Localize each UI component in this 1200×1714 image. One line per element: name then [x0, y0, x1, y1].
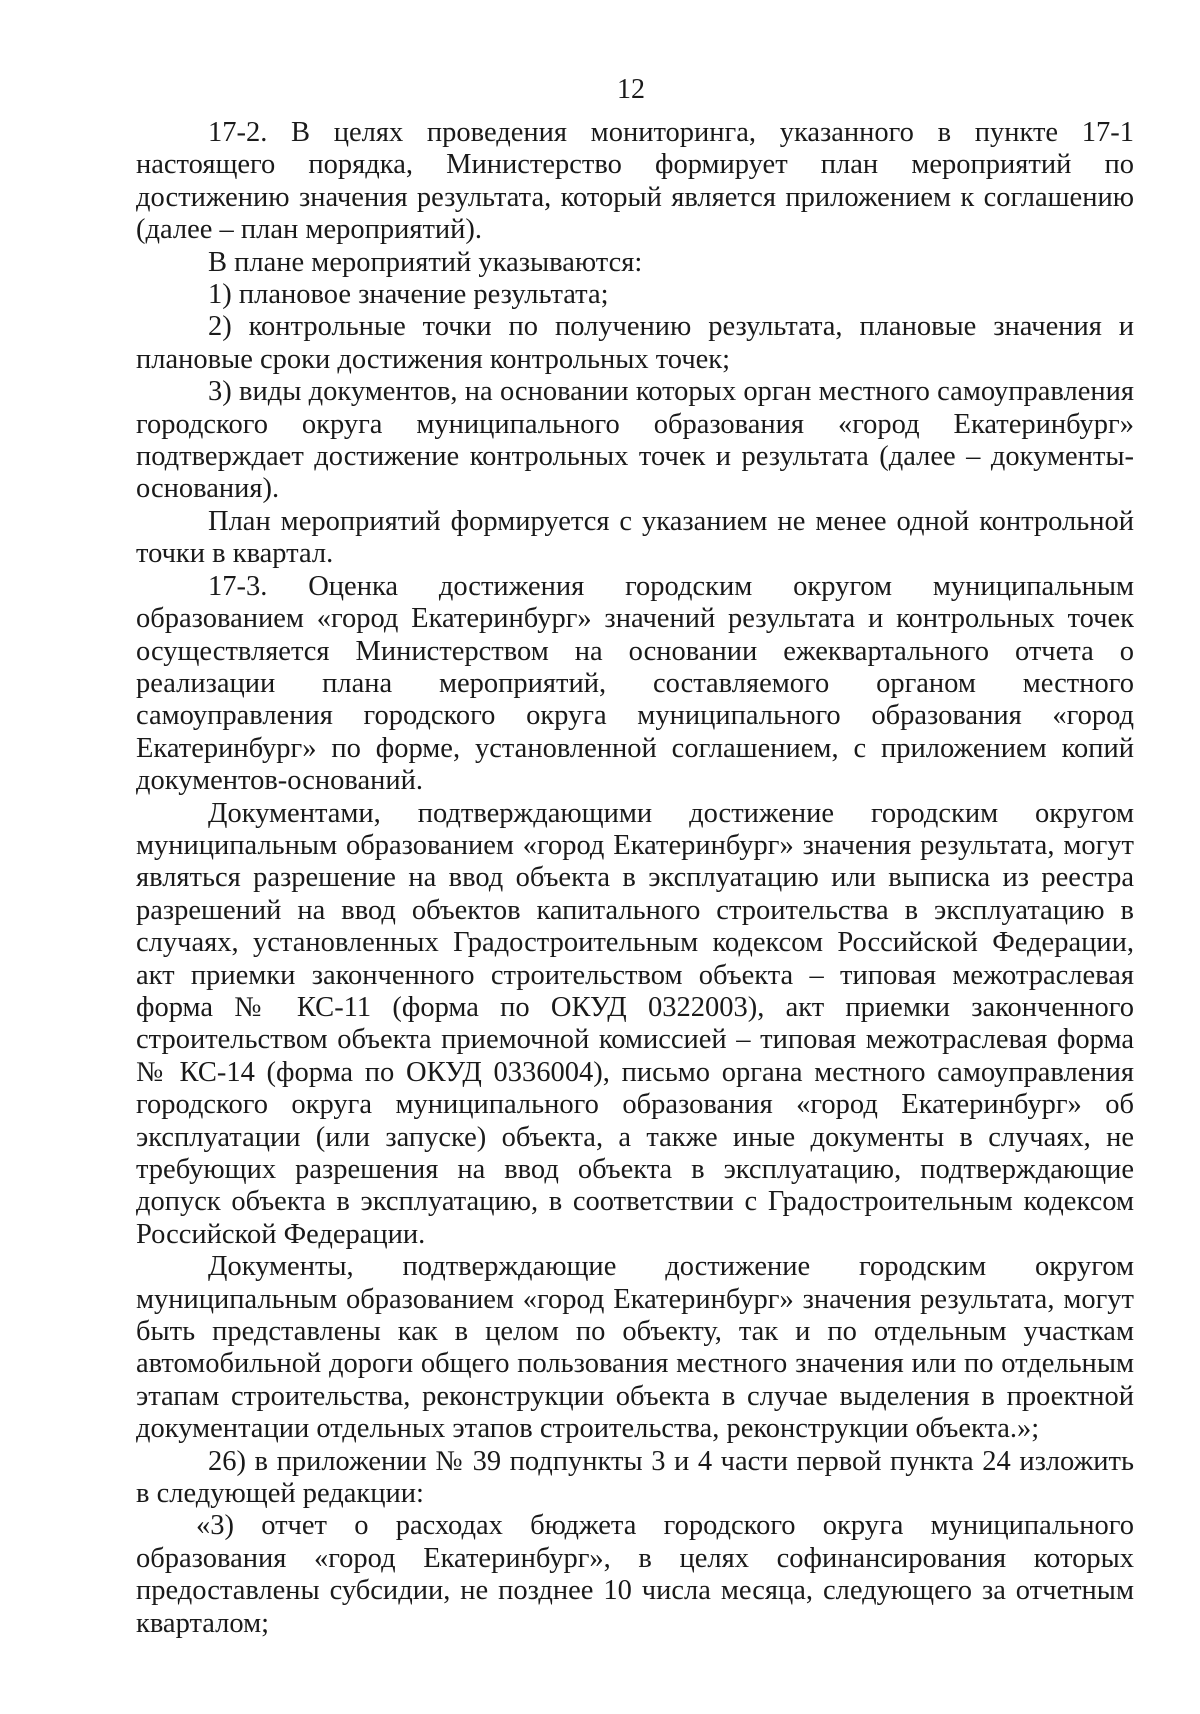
paragraph-17-3: 17-3. Оценка достижения городским округом муниципальным образованием «город Екатеринбург» значений результата и контрольных точек осуществляется Министерством на основании ежеквартального отчета о реализации плана мероприятий, составляемого органом местного самоуправления городского округа муниципального образования «город Екатеринбург» по форме, установленной соглашением, с приложением копий документов-оснований.	[136, 570, 1134, 797]
document-body	[136, 117, 1134, 1640]
page-number: 12	[617, 74, 645, 105]
paragraph-17-2: 17-2. В целях проведения мониторинга, указанного в пункте 17-1 настоящего порядка, Министерство формирует план мероприятий по достижению значения результата, который является приложением к соглашению (далее – план мероприятий).	[136, 117, 1134, 246]
list-item-2: 2) контрольные точки по получению результата, плановые значения и плановые сроки достижения контрольных точек;	[136, 311, 1134, 375]
paragraph-plan-formation: План мероприятий формируется с указанием не менее одной контрольной точки в квартал.	[136, 505, 1134, 570]
list-item-3: 3) виды документов, на основании которых орган местного самоуправления городского округа муниципального образования «город Екатеринбург» подтверждает достижение контрольных точек и результата (далее – документы-основания).	[136, 376, 1134, 505]
paragraph-plan-contents: В плане мероприятий указываются:	[208, 246, 643, 278]
paragraph-documents-submission: Документы, подтверждающие достижение городским округом муниципальным образованием «город Екатеринбург» значения результата, могут быть представлены как в целом по объекту, так и по отдельным участкам автомобильной дороги общего пользования местного значения или по отдельным этапам строительства, реконструкции объекта в случае выделения в проектной документации отдельных этапов строительства, реконструкции объекта.»;	[136, 1251, 1134, 1445]
amendment-subitem-3: «3) отчет о расходах бюджета городского округа муниципального образования «город Екатеринбург», в целях софинансирования которых предоставлены субсидии, не позднее 10 числа месяца, следующего за отчетным кварталом;	[136, 1510, 1134, 1639]
list-item-1: 1) плановое значение результата;	[208, 279, 609, 311]
paragraph-confirming-documents: Документами, подтверждающими достижение городским округом муниципальным образованием «город Екатеринбург» значения результата, могут являться разрешение на ввод объекта в эксплуатацию или выписка из реестра разрешений на ввод объектов капитального строительства в эксплуатацию в случаях, установленных Градостроительным кодексом Российской Федерации, акт приемки законченного строительством объекта – типовая межотраслевая форма № КС-11 (форма по ОКУД 0322003), акт приемки законченного строительством объекта приемочной комиссией – типовая межотраслевая форма № КС-14 (форма по ОКУД 0336004), письмо органа местного самоуправления городского округа муниципального образования «город Екатеринбург» об эксплуатации (или запуске) объекта, а также иные документы в случаях, не требующих разрешения на ввод объекта в эксплуатацию, подтверждающие допуск объекта в эксплуатацию, в соответствии с Градостроительным кодексом Российской Федерации.	[136, 797, 1134, 1250]
amendment-item-26: 26) в приложении № 39 подпункты 3 и 4 части первой пункта 24 изложить в следующей редакции:	[136, 1445, 1134, 1510]
